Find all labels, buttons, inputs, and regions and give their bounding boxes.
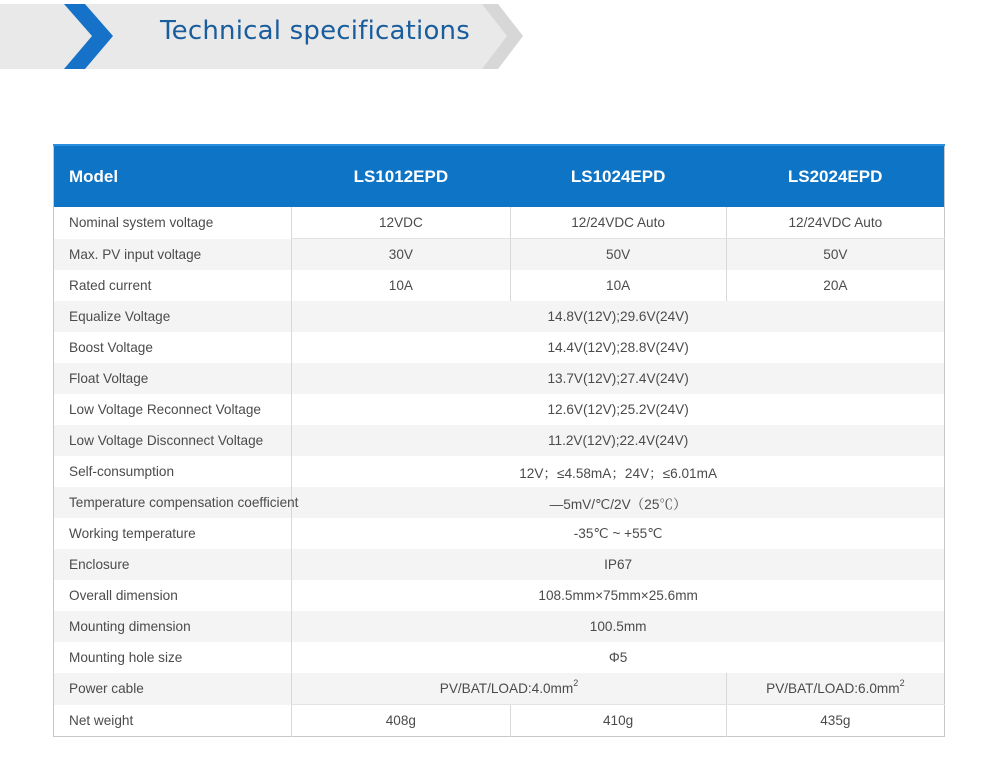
cell-value: 410g [510, 705, 726, 737]
cell-value: 50V [726, 239, 944, 271]
cell-value [726, 673, 944, 705]
cell-value: 11.2V(12V);22.4V(24V) [292, 425, 945, 456]
cell-value: 100.5mm [292, 611, 945, 642]
cell-value: 50V [510, 239, 726, 271]
row-label: Float Voltage [54, 363, 292, 394]
table-row [54, 425, 945, 456]
cell-value: 10A [292, 270, 510, 301]
cell-value: 12/24VDC Auto [726, 207, 944, 239]
row-label: Working temperature [54, 518, 292, 549]
column-header-model: Model [54, 145, 292, 207]
table-row [54, 611, 945, 642]
cell-value: -35℃ ~ +55℃ [292, 518, 945, 549]
row-label: Low Voltage Reconnect Voltage [54, 394, 292, 425]
row-label: Enclosure [54, 549, 292, 580]
superscript: 2 [899, 678, 905, 689]
row-label: Rated current [54, 270, 292, 301]
row-label: Nominal system voltage [54, 207, 292, 239]
cell-value: —5mV/℃/2V（25℃） [292, 487, 945, 518]
row-label: Mounting hole size [54, 642, 292, 673]
column-header-ls1012epd: LS1012EPD [292, 145, 510, 207]
page-title: Technical specifications [160, 16, 470, 46]
column-header-ls2024epd: LS2024EPD [726, 145, 944, 207]
table-header-row [54, 145, 945, 207]
table-row [54, 518, 945, 549]
section-banner [0, 0, 530, 70]
cell-text: PV/BAT/LOAD:6.0mm [766, 681, 900, 696]
cell-value: 10A [510, 270, 726, 301]
row-label: Equalize Voltage [54, 301, 292, 332]
table-row [54, 239, 945, 271]
cell-text: PV/BAT/LOAD:4.0mm [439, 681, 574, 696]
cell-value: 13.7V(12V);27.4V(24V) [292, 363, 945, 394]
table-row [54, 487, 945, 518]
table-row [54, 270, 945, 301]
cell-value [292, 673, 726, 705]
table-row [54, 301, 945, 332]
cell-value: 12/24VDC Auto [510, 207, 726, 239]
cell-value: 12.6V(12V);25.2V(24V) [292, 394, 945, 425]
cell-value: 30V [292, 239, 510, 271]
row-label: Self-consumption [54, 456, 292, 487]
cell-value: IP67 [292, 549, 945, 580]
superscript: 2 [573, 678, 579, 689]
row-label: Boost Voltage [54, 332, 292, 363]
table-row [54, 456, 945, 487]
row-label: Power cable [54, 673, 292, 705]
table-row [54, 673, 945, 705]
row-label: Net weight [54, 705, 292, 737]
row-label: Mounting dimension [54, 611, 292, 642]
table-row [54, 207, 945, 239]
cell-value: 14.4V(12V);28.8V(24V) [292, 332, 945, 363]
cell-value: 12V；≤4.58mA；24V；≤6.01mA [292, 456, 945, 487]
table-row [54, 394, 945, 425]
table-row [54, 332, 945, 363]
table-row [54, 549, 945, 580]
row-label: Overall dimension [54, 580, 292, 611]
table-row [54, 705, 945, 737]
cell-value: 435g [726, 705, 944, 737]
column-header-ls1024epd: LS1024EPD [510, 145, 726, 207]
cell-value: 12VDC [292, 207, 510, 239]
row-label: Max. PV input voltage [54, 239, 292, 271]
table-row [54, 363, 945, 394]
cell-value: 20A [726, 270, 944, 301]
cell-value: 408g [292, 705, 510, 737]
spec-table [53, 144, 945, 737]
cell-value: Φ5 [292, 642, 945, 673]
row-label: Low Voltage Disconnect Voltage [54, 425, 292, 456]
cell-value: 14.8V(12V);29.6V(24V) [292, 301, 945, 332]
cell-value: 108.5mm×75mm×25.6mm [292, 580, 945, 611]
row-label: Temperature compensation coefficient [54, 487, 292, 518]
table-row [54, 642, 945, 673]
table-row [54, 580, 945, 611]
